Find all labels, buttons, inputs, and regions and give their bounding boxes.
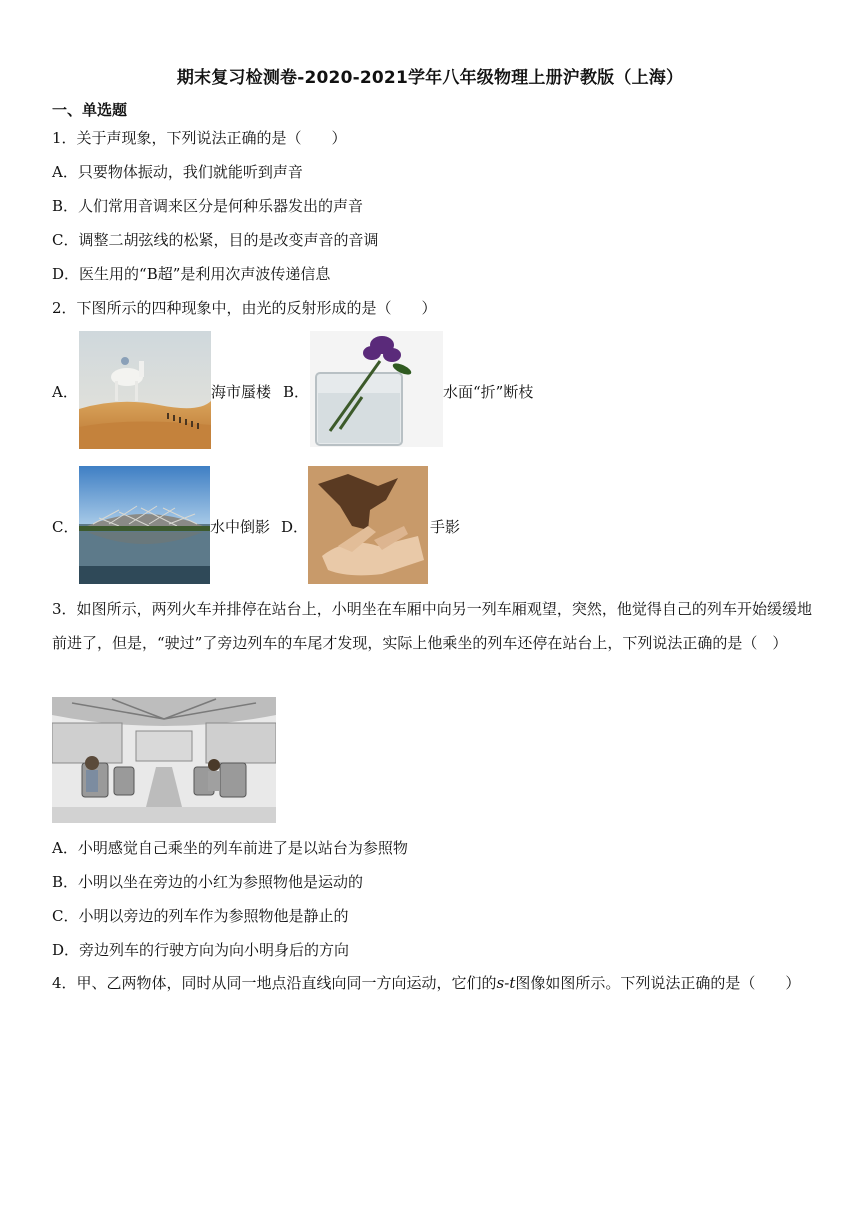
q2-option-c-letter: C． bbox=[52, 518, 79, 536]
q3-option-c: C．小明以旁边的列车作为参照物他是静止的 bbox=[52, 907, 349, 925]
train-carriage-image bbox=[52, 697, 276, 823]
q4-stem-before: 4．甲、乙两物体，同时从同一地点沿直线向同一方向运动，它们的 bbox=[52, 974, 497, 992]
stadium-reflection-image bbox=[79, 466, 210, 584]
q2-option-d-caption: 手影 bbox=[430, 518, 461, 536]
hand-shadow-image bbox=[308, 466, 428, 584]
q2-option-b-letter: B． bbox=[283, 383, 310, 401]
q1-option-b: B．人们常用音调来区分是何种乐器发出的声音 bbox=[52, 197, 364, 215]
q2-option-c-caption: 水中倒影 bbox=[210, 518, 271, 536]
q2-option-b-caption: 水面“折”断枝 bbox=[443, 383, 534, 401]
q4-stem-variable: s-t bbox=[496, 974, 516, 992]
section-heading: 一、单选题 bbox=[52, 101, 128, 119]
glass-flower-image bbox=[310, 331, 443, 447]
q2-stem: 2．下图所示的四种现象中，由光的反射形成的是（ ） bbox=[52, 299, 437, 317]
q1-option-a: A．只要物体振动，我们就能听到声音 bbox=[52, 163, 303, 181]
mirage-desert-image bbox=[79, 331, 211, 449]
q2-option-a-caption: 海市蜃楼 bbox=[211, 383, 272, 401]
q3-option-b: B．小明以坐在旁边的小红为参照物他是运动的 bbox=[52, 873, 364, 891]
q4-stem-after: 图像如图所示。下列说法正确的是（ ） bbox=[515, 974, 801, 992]
q1-option-d: D．医生用的“B超”是利用次声波传递信息 bbox=[52, 265, 331, 283]
q1-option-c: C．调整二胡弦线的松紧，目的是改变声音的音调 bbox=[52, 231, 379, 249]
q2-option-a-letter: A． bbox=[52, 383, 78, 401]
q4-stem bbox=[52, 966, 812, 1000]
q3-option-d: D．旁边列车的行驶方向为向小明身后的方向 bbox=[52, 941, 350, 959]
q3-option-a: A．小明感觉自己乘坐的列车前进了是以站台为参照物 bbox=[52, 839, 408, 857]
page-title: 期末复习检测卷-2020-2021学年八年级物理上册沪教版（上海） bbox=[176, 68, 684, 88]
q2-option-d-letter: D． bbox=[281, 518, 309, 536]
q1-stem: 1．关于声现象，下列说法正确的是（ ） bbox=[52, 129, 347, 147]
q3-stem: 3．如图所示，两列火车并排停在站台上，小明坐在车厢中向另一列车厢观望，突然，他觉得自己的列车开始缓缓地前进了，但是，“驶过”了旁边列车的车尾才发现，实际上他乘坐的列车还停在站台上，下列说法正确的是（ ） bbox=[52, 600, 812, 652]
